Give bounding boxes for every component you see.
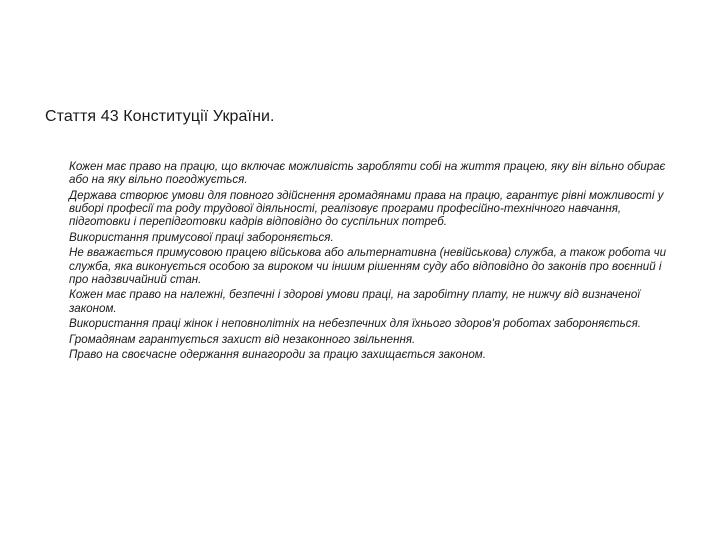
- paragraph: Громадянам гарантується захист від незаконного звільнення.: [69, 332, 416, 346]
- paragraph: Право на своєчасне одержання винагороди за працю захищається законом.: [69, 348, 486, 362]
- article-text: [69, 160, 679, 364]
- page-title: Стаття 43 Конституції України.: [45, 108, 275, 125]
- paragraph: Використання примусової праці забороняється.: [69, 230, 334, 244]
- paragraph: Не вважається примусовою працею військова або альтернативна (невійськова) служба, а також робота чи служба, яка виконується особою за вироком чи іншим рішенням суду або відповідно до законів про воєнний і про надзвичайний стан.: [69, 246, 667, 286]
- paragraph: Кожен має право на належні, безпечні і здорові умови праці, на заробітну плату, не нижчу від визначеної законом.: [69, 288, 640, 315]
- paragraph: Використання праці жінок і неповнолітніх на небезпечних для їхнього здоров'я роботах забороняється.: [69, 317, 641, 331]
- paragraph: Держава створює умови для повного здійснення громадянами права на працю, гарантує рівні можливості у виборі професії та роду трудової діяльності, реалізовує програми професійно-технічного навчання, підготовки і перепідготовки кадрів відповідно до суспільних потреб.: [69, 188, 664, 229]
- paragraph: Кожен має право на працю, що включає можливість заробляти собі на життя працею, яку він вільно обирає або на яку вільно погоджується.: [69, 160, 666, 187]
